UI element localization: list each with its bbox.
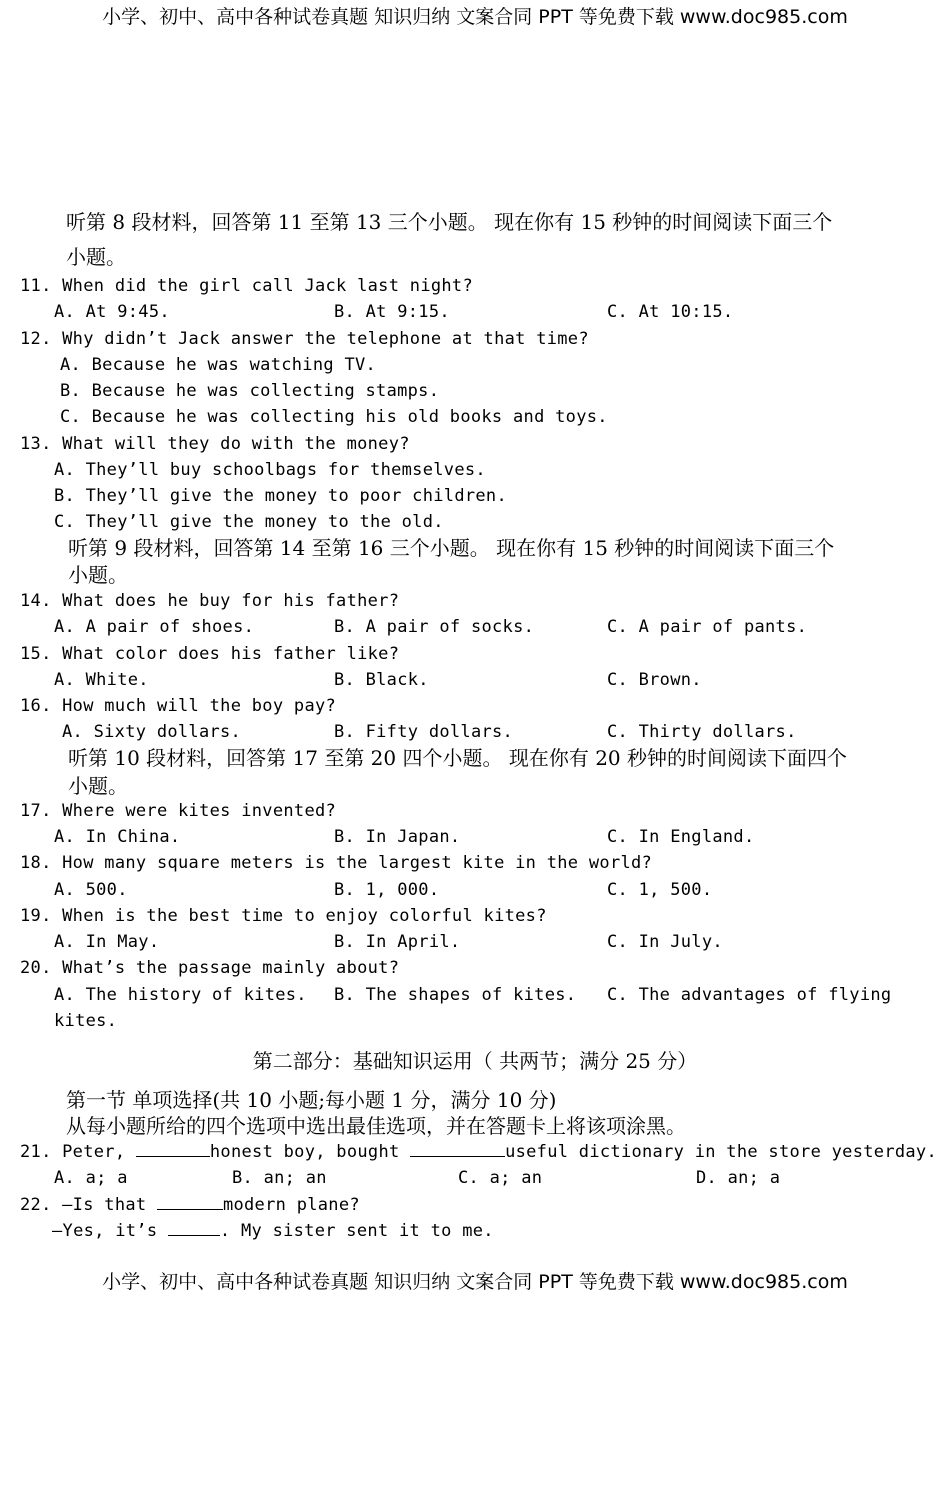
- question-21-stem-middle: honest boy, bought: [209, 1142, 411, 1162]
- question-19-option-a: A. In May.: [54, 932, 160, 952]
- question-11-stem: 11. When did the girl call Jack last night?: [20, 276, 473, 296]
- question-14-stem: 14. What does he buy for his father?: [20, 591, 400, 611]
- question-22-line-2-end: . My sister sent it to me.: [219, 1221, 494, 1241]
- question-22-line-1-end: modern plane?: [222, 1195, 360, 1215]
- question-12-option-a: A. Because he was watching TV.: [60, 355, 377, 375]
- question-16-option-c: C. Thirty dollars.: [607, 722, 797, 742]
- section-10-instruction-cont: 小题。: [68, 774, 128, 798]
- question-16-option-b: B. Fifty dollars.: [334, 722, 514, 742]
- question-17-option-c: C. In England.: [607, 827, 755, 847]
- question-18-option-c: C. 1, 500.: [607, 880, 713, 900]
- question-21-stem: [20, 1139, 937, 1165]
- question-22-line-2-start: —Yes, it’s: [52, 1221, 168, 1241]
- question-18-option-a: A. 500.: [54, 880, 128, 900]
- question-12-stem: 12. Why didn’t Jack answer the telephone at that time?: [20, 329, 589, 349]
- answer-blank: [168, 1219, 220, 1236]
- section-8-instruction: 听第 8 段材料，回答第 11 至第 13 三个小题。 现在你有 15 秒钟的时间阅读下面三个: [66, 210, 833, 234]
- question-21-option-b: B. an; an: [232, 1168, 327, 1188]
- question-12-option-b: B. Because he was collecting stamps.: [60, 381, 440, 401]
- section-10-instruction: 听第 10 段材料，回答第 17 至第 20 四个小题。 现在你有 20 秒钟的时间阅读下面四个: [68, 746, 848, 770]
- question-22-line-1-start: 22. —Is that: [20, 1195, 157, 1215]
- question-15-option-b: B. Black.: [334, 670, 429, 690]
- question-22-line-2: [52, 1218, 494, 1244]
- question-21-option-c: C. a; an: [458, 1168, 543, 1188]
- answer-blank: [410, 1140, 505, 1157]
- question-19-option-b: B. In April.: [334, 932, 461, 952]
- question-18-stem: 18. How many square meters is the largest kite in the world?: [20, 853, 653, 873]
- question-21-option-d: D. an; a: [696, 1168, 781, 1188]
- question-20-option-b: B. The shapes of kites.: [334, 985, 577, 1005]
- question-19-option-c: C. In July.: [607, 932, 723, 952]
- question-13-stem: 13. What will they do with the money?: [20, 434, 410, 454]
- part-2-title: 第二部分：基础知识运用（ 共两节；满分 25 分）: [252, 1049, 698, 1073]
- question-19-stem: 19. When is the best time to enjoy colorful kites?: [20, 906, 547, 926]
- question-17-option-b: B. In Japan.: [334, 827, 461, 847]
- question-18-option-b: B. 1, 000.: [334, 880, 440, 900]
- section-1-heading: 第一节 单项选择(共 10 小题;每小题 1 分，满分 10 分): [66, 1088, 557, 1112]
- question-14-option-a: A. A pair of shoes.: [54, 617, 255, 637]
- question-15-stem: 15. What color does his father like?: [20, 644, 400, 664]
- question-11-option-b: B. At 9:15.: [334, 302, 450, 322]
- section-9-instruction-cont: 小题。: [68, 563, 128, 587]
- question-13-option-c: C. They’ll give the money to the old.: [54, 512, 444, 532]
- question-15-option-a: A. White.: [54, 670, 149, 690]
- question-11-option-c: C. At 10:15.: [607, 302, 734, 322]
- question-13-option-a: A. They’ll buy schoolbags for themselves.: [54, 460, 486, 480]
- question-14-option-b: B. A pair of socks.: [334, 617, 535, 637]
- question-20-option-a: A. The history of kites.: [54, 985, 307, 1005]
- question-13-option-b: B. They’ll give the money to poor children.: [54, 486, 507, 506]
- top-banner: 小学、初中、高中各种试卷真题 知识归纳 文案合同 PPT 等免费下载 www.doc985.com: [102, 6, 848, 28]
- question-21-option-a: A. a; a: [54, 1168, 128, 1188]
- question-12-option-c: C. Because he was collecting his old books and toys.: [60, 407, 608, 427]
- question-20-stem: 20. What’s the passage mainly about?: [20, 958, 400, 978]
- question-21-stem-start: 21. Peter,: [20, 1142, 136, 1162]
- question-16-stem: 16. How much will the boy pay?: [20, 696, 337, 716]
- question-20-option-c: C. The advantages of flying: [607, 985, 892, 1005]
- section-8-instruction-cont: 小题。: [66, 245, 126, 269]
- answer-blank: [157, 1193, 223, 1210]
- section-9-instruction: 听第 9 段材料，回答第 14 至第 16 三个小题。 现在你有 15 秒钟的时间阅读下面三个: [68, 536, 835, 560]
- question-14-option-c: C. A pair of pants.: [607, 617, 808, 637]
- question-20-option-c-cont: kites.: [54, 1011, 118, 1031]
- question-11-option-a: A. At 9:45.: [54, 302, 170, 322]
- question-17-option-a: A. In China.: [54, 827, 181, 847]
- section-1-instruction: 从每小题所给的四个选项中选出最佳选项，并在答题卡上将该项涂黑。: [66, 1114, 686, 1138]
- question-16-option-a: A. Sixty dollars.: [62, 722, 242, 742]
- question-21-stem-end: useful dictionary in the store yesterday.: [505, 1142, 937, 1162]
- question-15-option-c: C. Brown.: [607, 670, 702, 690]
- question-17-stem: 17. Where were kites invented?: [20, 801, 337, 821]
- answer-blank: [136, 1140, 210, 1157]
- bottom-banner: 小学、初中、高中各种试卷真题 知识归纳 文案合同 PPT 等免费下载 www.doc985.com: [102, 1271, 848, 1293]
- question-22-line-1: [20, 1192, 360, 1218]
